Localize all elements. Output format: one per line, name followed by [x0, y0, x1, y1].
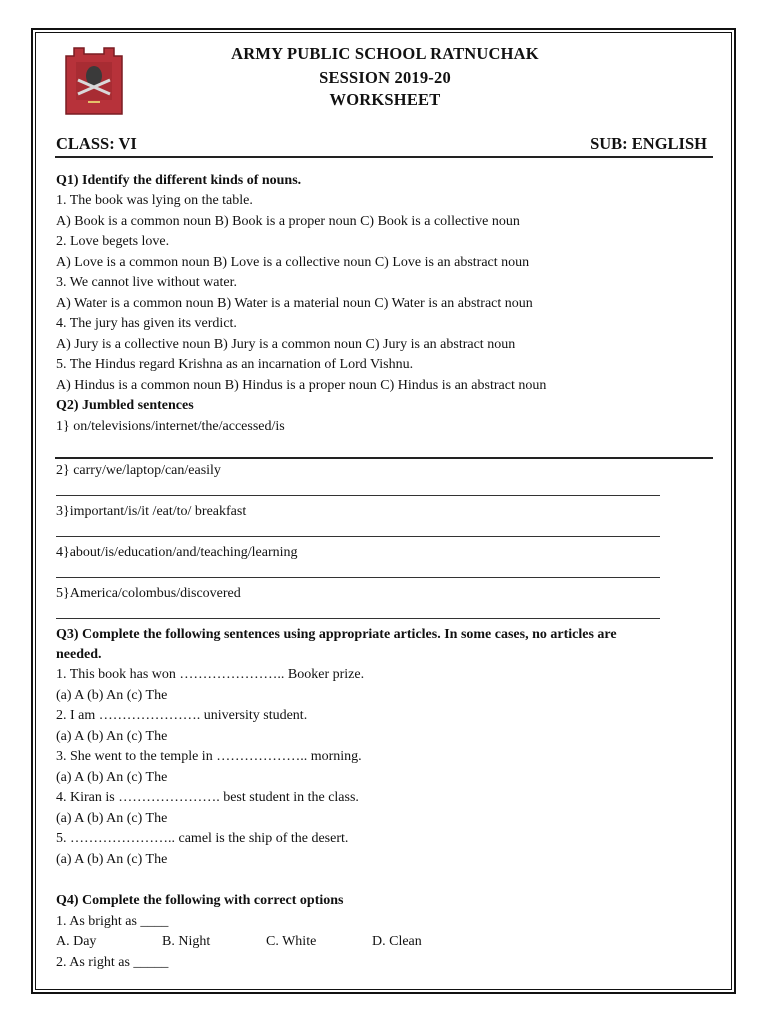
- answer-line: [55, 457, 713, 459]
- q1-title: Q1) Identify the different kinds of nouns.: [56, 173, 302, 188]
- q2-item: 1} on/televisions/internet/the/accessed/is: [56, 419, 285, 434]
- q3-title: Q3) Complete the following sentences using appropriate articles. In some cases, no articles are: [56, 627, 617, 642]
- q3-line: 1. This book has won ………………….. Booker prize.: [56, 667, 365, 682]
- class-label: CLASS: VI: [56, 134, 137, 153]
- q3-line: 5. ………………….. camel is the ship of the desert.: [56, 831, 349, 846]
- q1-line: 2. Love begets love.: [56, 234, 170, 249]
- session-heading: SESSION 2019-20: [319, 68, 451, 87]
- q3-line: 3. She went to the temple in ……………….. morning.: [56, 749, 362, 764]
- q2-title: Q2) Jumbled sentences: [56, 398, 194, 413]
- q3-line: 4. Kiran is …………………. best student in the class.: [56, 790, 359, 805]
- q2-item: 3}important/is/it /eat/to/ breakfast: [56, 504, 247, 519]
- subject-label: SUB: ENGLISH: [590, 134, 707, 153]
- q1-line: A) Love is a common noun B) Love is a collective noun C) Love is an abstract noun: [56, 255, 530, 270]
- q4-option: D. Clean: [372, 934, 422, 949]
- q1-line: A) Hindus is a common noun B) Hindus is a proper noun C) Hindus is an abstract noun: [56, 378, 547, 393]
- answer-line: [56, 618, 660, 619]
- q1-line: 4. The jury has given its verdict.: [56, 316, 237, 331]
- q3-line: (a) A (b) An (c) The: [56, 729, 168, 744]
- q2-item: 2} carry/we/laptop/can/easily: [56, 463, 221, 478]
- q3-line: (a) A (b) An (c) The: [56, 852, 168, 867]
- answer-line: [56, 495, 660, 496]
- worksheet-heading: WORKSHEET: [329, 90, 441, 109]
- q1-line: A) Book is a common noun B) Book is a proper noun C) Book is a collective noun: [56, 214, 520, 229]
- q4-title: Q4) Complete the following with correct options: [56, 893, 344, 908]
- q2-item: 4}about/is/education/and/teaching/learning: [56, 545, 298, 560]
- q4-option: C. White: [266, 934, 317, 949]
- q3-title-cont: needed.: [56, 647, 102, 662]
- q2-item: 5}America/colombus/discovered: [56, 586, 241, 601]
- q1-line: 5. The Hindus regard Krishna as an incarnation of Lord Vishnu.: [56, 357, 414, 372]
- q1-line: 1. The book was lying on the table.: [56, 193, 253, 208]
- header-divider: [55, 156, 713, 158]
- q1-line: A) Jury is a collective noun B) Jury is a common noun C) Jury is an abstract noun: [56, 337, 516, 352]
- q4-item: 2. As right as _____: [56, 955, 169, 970]
- school-name: ARMY PUBLIC SCHOOL RATNUCHAK: [231, 44, 539, 63]
- answer-line: [56, 536, 660, 537]
- q4-option: B. Night: [162, 934, 211, 949]
- q1-line: 3. We cannot live without water.: [56, 275, 237, 290]
- q4-item: 1. As bright as ____: [56, 914, 169, 929]
- q3-line: (a) A (b) An (c) The: [56, 811, 168, 826]
- q1-line: A) Water is a common noun B) Water is a material noun C) Water is an abstract noun: [56, 296, 533, 311]
- q3-line: 2. I am …………………. university student.: [56, 708, 308, 723]
- q4-option: A. Day: [56, 934, 97, 949]
- q3-line: (a) A (b) An (c) The: [56, 688, 168, 703]
- answer-line: [56, 577, 660, 578]
- q3-line: (a) A (b) An (c) The: [56, 770, 168, 785]
